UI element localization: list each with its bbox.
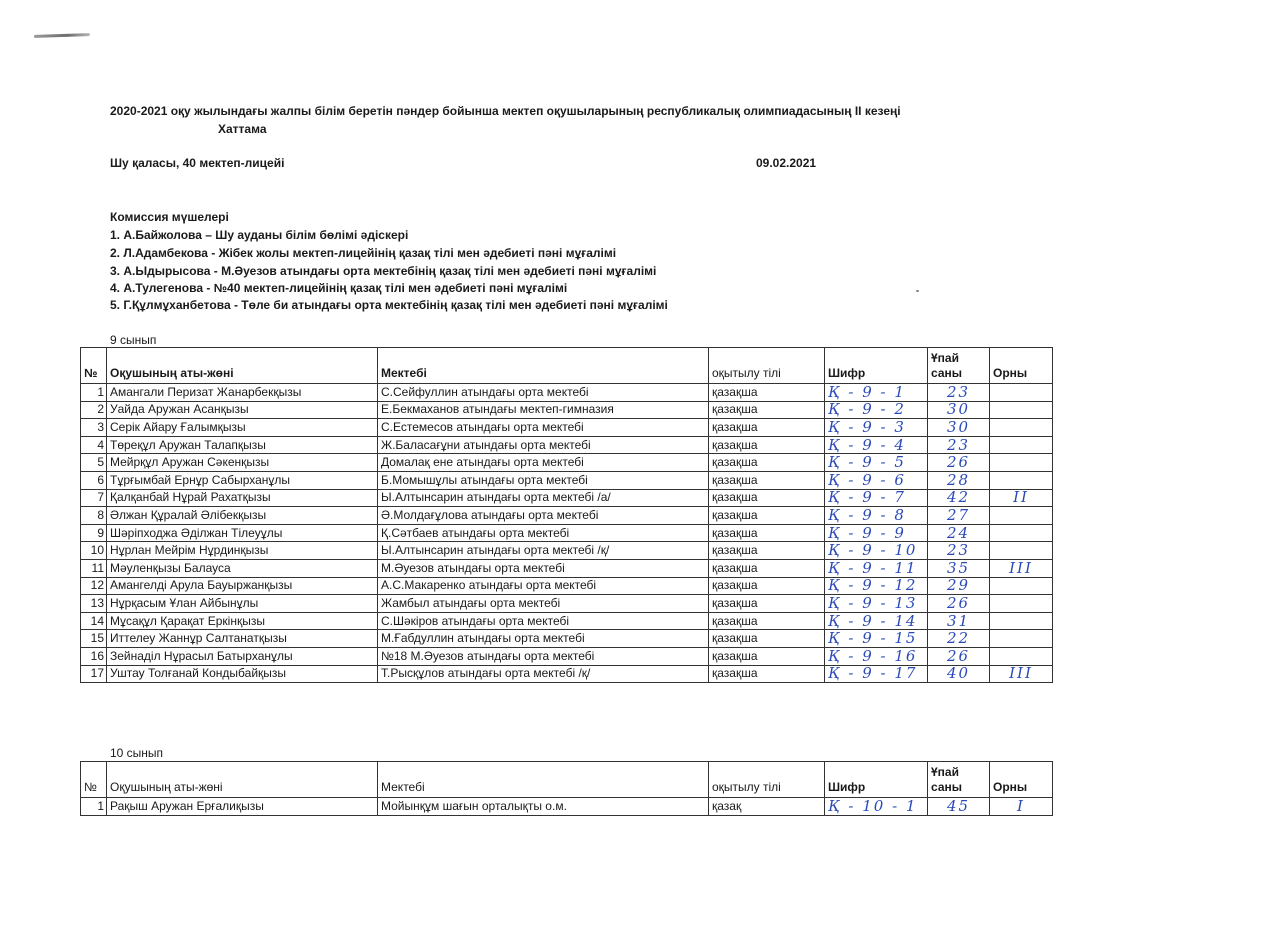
row-number: 10 — [81, 542, 107, 560]
language: қазақша — [709, 630, 825, 648]
row-number: 5 — [81, 454, 107, 472]
row-number: 14 — [81, 612, 107, 630]
table-row — [81, 542, 1053, 560]
col-place-header: Орны — [990, 762, 1053, 798]
row-number: 4 — [81, 436, 107, 454]
language: қазақша — [709, 542, 825, 560]
code-cell: Қ - 10 - 1 — [825, 798, 928, 816]
col-number-header: № — [81, 348, 107, 384]
table-row — [81, 507, 1053, 525]
col-school-header: Мектебі — [378, 762, 709, 798]
school-name: Т.Рысқұлов атындағы орта мектебі /қ/ — [378, 665, 709, 683]
row-number: 11 — [81, 559, 107, 577]
row-number: 6 — [81, 471, 107, 489]
language: қазақша — [709, 559, 825, 577]
place-cell — [990, 471, 1053, 489]
student-name: Нұрқасым Ұлан Айбынұлы — [107, 595, 378, 613]
table-row — [81, 401, 1053, 419]
code-cell: Қ - 9 - 15 — [825, 630, 928, 648]
code-cell: Қ - 9 - 3 — [825, 419, 928, 437]
language: қазақша — [709, 454, 825, 472]
scan-artifact — [34, 33, 90, 38]
grade10-label: 10 сынып — [110, 746, 164, 760]
place-cell — [990, 577, 1053, 595]
col-student-name-header: Оқушының аты-жөні — [107, 762, 378, 798]
col-language-header: оқытылу тілі — [709, 348, 825, 384]
code-cell: Қ - 9 - 17 — [825, 665, 928, 683]
student-name: Зейнаділ Нұрасыл Батырханұлы — [107, 647, 378, 665]
col-student-name-header: Оқушының аты-жөні — [107, 348, 378, 384]
code-cell: Қ - 9 - 5 — [825, 454, 928, 472]
commission-member: 3. А.Ыдырысова - М.Әуезов атындағы орта мектебінің қазақ тілі мен әдебиеті пәні мұғалімі — [110, 264, 657, 278]
school-name: №18 М.Әуезов атындағы орта мектебі — [378, 647, 709, 665]
language: қазақша — [709, 595, 825, 613]
grade9-label: 9 сынып — [110, 333, 157, 347]
language: қазақша — [709, 489, 825, 507]
school-name: Жамбыл атындағы орта мектебі — [378, 595, 709, 613]
code-cell: Қ - 9 - 12 — [825, 577, 928, 595]
place-cell: ІІІ — [990, 665, 1053, 683]
place-cell — [990, 454, 1053, 472]
col-code-header: Шифр — [825, 762, 928, 798]
table-row — [81, 647, 1053, 665]
row-number: 9 — [81, 524, 107, 542]
student-name: Тұрғымбай Ернұр Сабырханұлы — [107, 471, 378, 489]
student-name: Амангали Перизат Жанарбекқызы — [107, 384, 378, 402]
table-row — [81, 454, 1053, 472]
col-code-header: Шифр — [825, 348, 928, 384]
score-cell: 26 — [928, 595, 990, 613]
language: қазақша — [709, 612, 825, 630]
table-row — [81, 559, 1053, 577]
score-cell: 26 — [928, 454, 990, 472]
table-row — [81, 524, 1053, 542]
school-name: Ә.Молдағұлова атындағы орта мектебі — [378, 507, 709, 525]
table-header-row — [81, 762, 1053, 798]
student-name: Серік Айару Ғалымқызы — [107, 419, 378, 437]
student-name: Төреқұл Аружан Талапқызы — [107, 436, 378, 454]
score-cell: 30 — [928, 419, 990, 437]
table-row — [81, 630, 1053, 648]
code-cell: Қ - 9 - 10 — [825, 542, 928, 560]
table-row — [81, 489, 1053, 507]
language: қазақша — [709, 524, 825, 542]
score-cell: 28 — [928, 471, 990, 489]
col-school-header: Мектебі — [378, 348, 709, 384]
place-cell — [990, 436, 1053, 454]
code-cell: Қ - 9 - 7 — [825, 489, 928, 507]
table-row — [81, 419, 1053, 437]
student-name: Иттелеу Жаннұр Салтанатқызы — [107, 630, 378, 648]
col-language-header: оқытылу тілі — [709, 762, 825, 798]
place-cell — [990, 507, 1053, 525]
school-name: Ж.Баласағұни атындағы орта мектебі — [378, 436, 709, 454]
language: қазақша — [709, 384, 825, 402]
student-name: Рақыш Аружан Ерғалиқызы — [107, 798, 378, 816]
school-name: Ы.Алтынсарин атындағы орта мектебі /қ/ — [378, 542, 709, 560]
score-cell: 26 — [928, 647, 990, 665]
commission-heading: Комиссия мүшелері — [110, 210, 229, 224]
row-number: 15 — [81, 630, 107, 648]
school-name: С.Сейфуллин атындағы орта мектебі — [378, 384, 709, 402]
row-number: 1 — [81, 798, 107, 816]
row-number: 1 — [81, 384, 107, 402]
place-cell — [990, 524, 1053, 542]
score-cell: 27 — [928, 507, 990, 525]
school-name: Б.Момышұлы атындағы орта мектебі — [378, 471, 709, 489]
code-cell: Қ - 9 - 9 — [825, 524, 928, 542]
place-cell — [990, 542, 1053, 560]
student-name: Уайда Аружан Асанқызы — [107, 401, 378, 419]
score-cell: 23 — [928, 384, 990, 402]
score-cell: 23 — [928, 436, 990, 454]
table-row — [81, 577, 1053, 595]
grade9-results-table — [80, 347, 1053, 683]
document-subtitle: Хаттама — [218, 122, 267, 136]
place-cell — [990, 419, 1053, 437]
row-number: 13 — [81, 595, 107, 613]
table-row — [81, 471, 1053, 489]
language: қазақша — [709, 436, 825, 454]
student-name: Қалқанбай Нұрай Рахатқызы — [107, 489, 378, 507]
row-number: 16 — [81, 647, 107, 665]
student-name: Амангелді Арула Бауыржанқызы — [107, 577, 378, 595]
score-cell: 35 — [928, 559, 990, 577]
col-number-header: № — [81, 762, 107, 798]
col-score-header: Ұпай саны — [928, 348, 990, 384]
row-number: 7 — [81, 489, 107, 507]
commission-member: 4. А.Тулегенова - №40 мектеп-лицейінің қазақ тілі мен әдебиеті пәні мұғалімі — [110, 281, 568, 295]
row-number: 2 — [81, 401, 107, 419]
row-number: 8 — [81, 507, 107, 525]
code-cell: Қ - 9 - 14 — [825, 612, 928, 630]
score-cell: 24 — [928, 524, 990, 542]
score-cell: 29 — [928, 577, 990, 595]
col-score-header: Ұпай саны — [928, 762, 990, 798]
location-text: Шу қаласы, 40 мектеп-лицейі — [110, 156, 285, 170]
school-name: Домалақ ене атындағы орта мектебі — [378, 454, 709, 472]
code-cell: Қ - 9 - 11 — [825, 559, 928, 577]
language: қазақша — [709, 471, 825, 489]
place-cell — [990, 630, 1053, 648]
date-text: 09.02.2021 — [756, 156, 817, 170]
grade10-results-table — [80, 761, 1053, 816]
code-cell: Қ - 9 - 6 — [825, 471, 928, 489]
student-name: Әлжан Құралай Әлібекқызы — [107, 507, 378, 525]
code-cell: Қ - 9 - 4 — [825, 436, 928, 454]
school-name: С.Шәкіров атындағы орта мектебі — [378, 612, 709, 630]
score-cell: 45 — [928, 798, 990, 816]
document-title: 2020-2021 оқу жылындағы жалпы білім беретін пәндер бойынша мектеп оқушыларының республикалық олимпиадасының ІІ кезеңі — [110, 104, 901, 118]
row-number: 17 — [81, 665, 107, 683]
table-row — [81, 436, 1053, 454]
student-name: Уштау Толғанай Кондыбайқызы — [107, 665, 378, 683]
table-row — [81, 612, 1053, 630]
place-cell — [990, 612, 1053, 630]
language: қазақша — [709, 419, 825, 437]
school-name: А.С.Макаренко атындағы орта мектебі — [378, 577, 709, 595]
student-name: Шәріпходжа Әділжан Тілеуұлы — [107, 524, 378, 542]
school-name: С.Естемесов атындағы орта мектебі — [378, 419, 709, 437]
place-cell — [990, 401, 1053, 419]
table-row — [81, 665, 1053, 683]
place-cell — [990, 384, 1053, 402]
score-cell: 30 — [928, 401, 990, 419]
language: қазақша — [709, 665, 825, 683]
commission-member: 5. Г.Құлмұханбетова - Төле би атындағы орта мектебінің қазақ тілі мен әдебиеті пәні мұғалімі — [110, 298, 668, 312]
student-name: Мұсақұл Қарақат Еркінқызы — [107, 612, 378, 630]
student-name: Мәуленқызы Балауса — [107, 559, 378, 577]
score-cell: 22 — [928, 630, 990, 648]
row-number: 12 — [81, 577, 107, 595]
student-name: Мейрқұл Аружан Сәкенқызы — [107, 454, 378, 472]
code-cell: Қ - 9 - 1 — [825, 384, 928, 402]
score-cell: 40 — [928, 665, 990, 683]
row-number: 3 — [81, 419, 107, 437]
language: қазақша — [709, 401, 825, 419]
school-name: Ы.Алтынсарин атындағы орта мектебі /а/ — [378, 489, 709, 507]
commission-member: 1. А.Байжолова – Шу ауданы білім бөлімі әдіскері — [110, 228, 409, 242]
place-cell — [990, 647, 1053, 665]
table-row — [81, 384, 1053, 402]
place-cell — [990, 595, 1053, 613]
code-cell: Қ - 9 - 2 — [825, 401, 928, 419]
school-name: Е.Бекмаханов атындағы мектеп-гимназия — [378, 401, 709, 419]
score-cell: 23 — [928, 542, 990, 560]
table-header-row — [81, 348, 1053, 384]
place-cell: ІІ — [990, 489, 1053, 507]
language: қазақша — [709, 577, 825, 595]
commission-member: 2. Л.Адамбекова - Жібек жолы мектеп-лицейінің қазақ тілі мен әдебиеті пәні мұғалімі — [110, 246, 617, 260]
table-row — [81, 798, 1053, 816]
place-cell: І — [990, 798, 1053, 816]
score-cell: 31 — [928, 612, 990, 630]
col-place-header: Орны — [990, 348, 1053, 384]
language: қазақша — [709, 507, 825, 525]
place-cell: ІІІ — [990, 559, 1053, 577]
school-name: Мойынқұм шағын орталықты о.м. — [378, 798, 709, 816]
school-name: Қ.Сәтбаев атындағы орта мектебі — [378, 524, 709, 542]
code-cell: Қ - 9 - 16 — [825, 647, 928, 665]
student-name: Нұрлан Мейрім Нұрдинқызы — [107, 542, 378, 560]
school-name: М.Әуезов атындағы орта мектебі — [378, 559, 709, 577]
table-row — [81, 595, 1053, 613]
code-cell: Қ - 9 - 8 — [825, 507, 928, 525]
code-cell: Қ - 9 - 13 — [825, 595, 928, 613]
scan-speck — [916, 290, 919, 292]
language: қазақша — [709, 647, 825, 665]
language: қазақ — [709, 798, 825, 816]
school-name: М.Ғабдуллин атындағы орта мектебі — [378, 630, 709, 648]
score-cell: 42 — [928, 489, 990, 507]
